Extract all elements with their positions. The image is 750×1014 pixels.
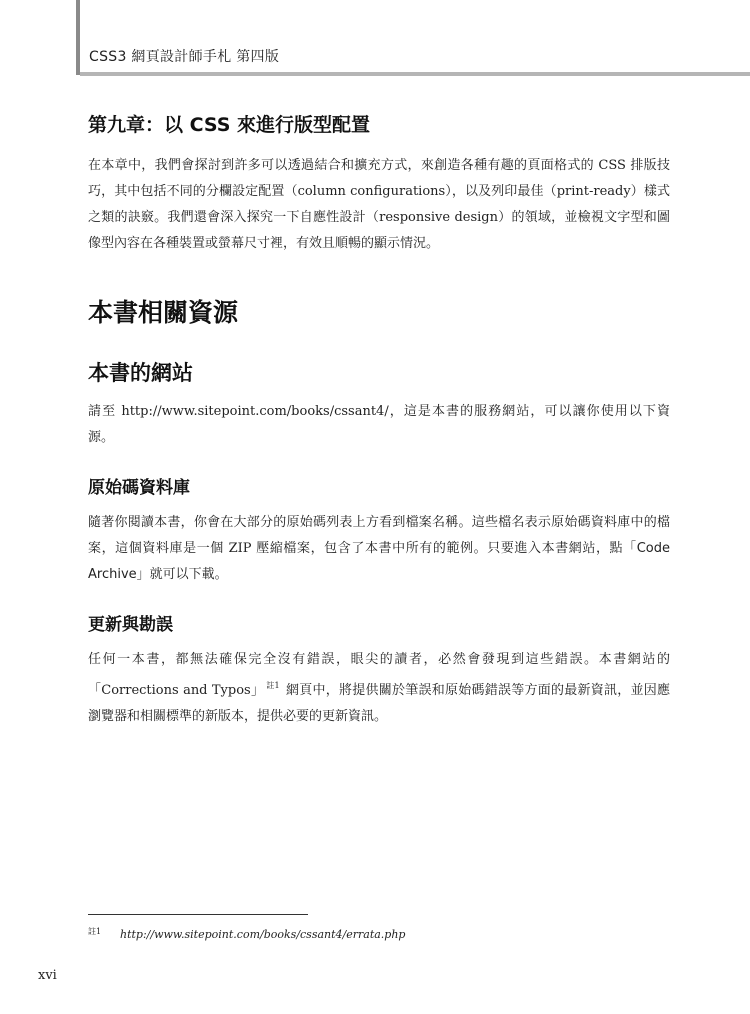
header-horizontal-rule <box>80 72 750 76</box>
page-number: xvi <box>38 968 57 983</box>
website-body: 請至 http://www.sitepoint.com/books/cssant4/，這是本書的服務網站，可以讓你使用以下資源。 <box>88 404 670 445</box>
code-archive-body-end: 」就可以下載。 <box>136 567 228 582</box>
code-archive-body-start: 隨著你閱讀本書，你會在大部分的原始碼列表上方看到檔案名稱。這些檔名表示原始碼資料庫中的檔案，這個資料庫是一個 ZIP 壓縮檔案，包含了本書中所有的範例。只要進入本書網站，點「 <box>88 515 670 556</box>
header-vertical-rule <box>76 0 80 75</box>
website-heading: 本書的網站 <box>88 361 193 385</box>
footnote-reference: 註1 <box>266 681 280 690</box>
running-header-title: CSS3 網頁設計師手札 第四版 <box>89 49 280 65</box>
code-archive-heading: 原始碼資料庫 <box>88 478 190 498</box>
resources-heading: 本書相關資源 <box>88 298 239 327</box>
updates-body <box>88 647 670 730</box>
updates-heading: 更新與勘誤 <box>88 615 173 635</box>
footnote-divider <box>88 914 308 915</box>
footnote <box>88 926 405 941</box>
page-content <box>88 110 670 730</box>
footnote-mark: 註1 <box>88 927 102 936</box>
updates-body-end: 網頁中，將提供關於筆誤和原始碼錯誤等方面的最新資訊，並因應瀏覽器和相關標準的新版本，提供必要的更新資訊。 <box>88 683 670 724</box>
chapter-9-heading: 第九章：以 CSS 來進行版型配置 <box>88 114 371 136</box>
code-archive-label: Code Archive <box>88 541 670 582</box>
updates-body-start: 任何一本書，都無法確保完全沒有錯誤，眼尖的讀者，必然會發現到這些錯誤。本書網站的「Corrections and Typos」 <box>88 652 670 698</box>
code-archive-body <box>88 510 670 588</box>
chapter-9-body: 在本章中，我們會探討到許多可以透過結合和擴充方式，來創造各種有趣的頁面格式的 CSS 排版技巧，其中包括不同的分欄設定配置（column configurations），以及列印最佳（print-ready）樣式之類的訣竅。我們還會深入探究一下自應性設計（responsive design）的領域，並檢視文字型和圖像型內容在各種裝置或螢幕尺寸裡，有效且順暢的顯示情況。 <box>88 158 670 251</box>
footnote-url: http://www.sitepoint.com/books/cssant4/errata.php <box>120 928 406 941</box>
